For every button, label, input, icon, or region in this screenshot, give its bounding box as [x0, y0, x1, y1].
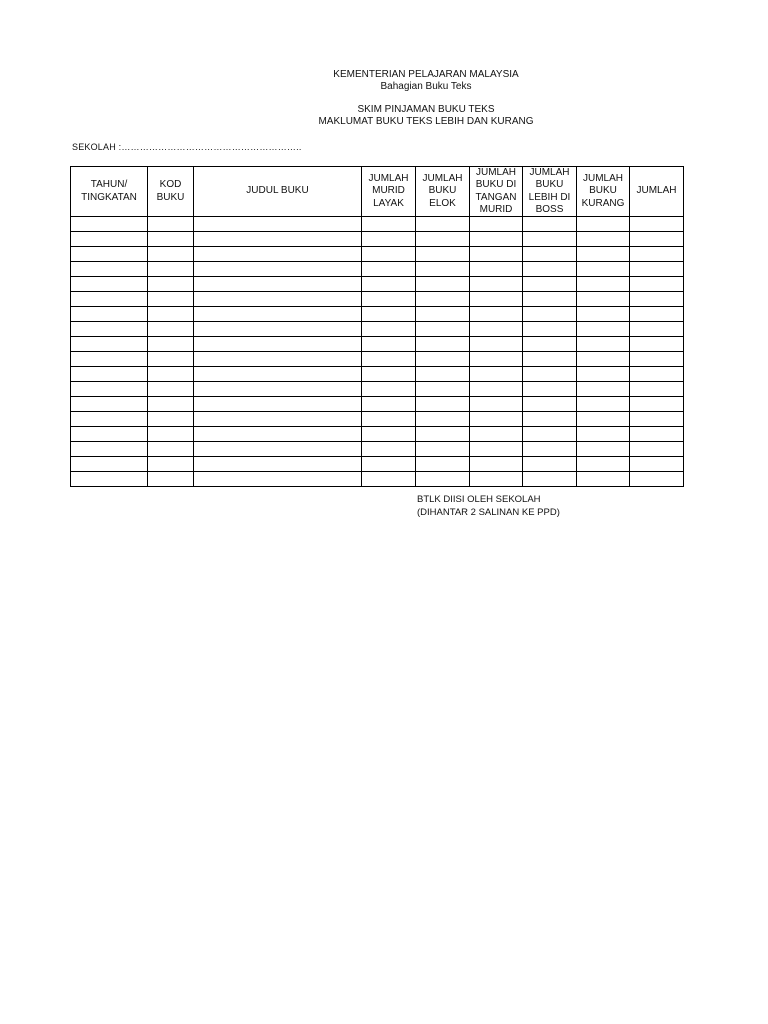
table-row: [71, 262, 684, 277]
table-cell: [470, 442, 523, 457]
table-row: [71, 217, 684, 232]
table-cell: [148, 337, 194, 352]
table-cell: [194, 232, 362, 247]
table-cell: [577, 397, 630, 412]
table-cell: [630, 382, 684, 397]
table-cell: [194, 367, 362, 382]
table-cell: [148, 427, 194, 442]
table-cell: [148, 217, 194, 232]
table-cell: [470, 337, 523, 352]
table-cell: [362, 307, 416, 322]
table-cell: [148, 232, 194, 247]
table-cell: [416, 247, 470, 262]
table-cell: [194, 412, 362, 427]
table-row: [71, 292, 684, 307]
form-title: MAKLUMAT BUKU TEKS LEBIH DAN KURANG: [318, 116, 534, 127]
table-cell: [523, 337, 577, 352]
table-cell: [470, 247, 523, 262]
table-cell: [362, 472, 416, 487]
table-cell: [470, 292, 523, 307]
table-cell: [416, 457, 470, 472]
table-cell: [523, 382, 577, 397]
table-cell: [470, 427, 523, 442]
table-cell: [71, 427, 148, 442]
table-cell: [577, 292, 630, 307]
table-cell: [71, 307, 148, 322]
table-cell: [416, 232, 470, 247]
table-cell: [630, 292, 684, 307]
table-cell: [470, 397, 523, 412]
table-cell: [148, 412, 194, 427]
table-cell: [194, 307, 362, 322]
table-cell: [416, 262, 470, 277]
table-cell: [577, 247, 630, 262]
table-cell: [71, 442, 148, 457]
table-row: [71, 307, 684, 322]
table-cell: [630, 262, 684, 277]
table-cell: [470, 277, 523, 292]
table-cell: [71, 352, 148, 367]
table-cell: [148, 247, 194, 262]
table-cell: [577, 307, 630, 322]
table-cell: [148, 277, 194, 292]
table-cell: [194, 292, 362, 307]
table-cell: [470, 382, 523, 397]
table-cell: [416, 292, 470, 307]
table-cell: [523, 247, 577, 262]
table-cell: [630, 247, 684, 262]
table-cell: [194, 427, 362, 442]
table-cell: [194, 277, 362, 292]
table-cell: [71, 292, 148, 307]
table-cell: [194, 457, 362, 472]
table-cell: [630, 412, 684, 427]
table-row: [71, 322, 684, 337]
table-cell: [470, 307, 523, 322]
table-cell: [148, 367, 194, 382]
column-header-tahun-tingkatan: TAHUN/ TINGKATAN: [71, 167, 148, 217]
table-cell: [523, 262, 577, 277]
table-cell: [577, 322, 630, 337]
table-cell: [148, 322, 194, 337]
table-cell: [362, 397, 416, 412]
table-row: [71, 412, 684, 427]
table-cell: [577, 217, 630, 232]
table-cell: [71, 217, 148, 232]
table-cell: [416, 217, 470, 232]
table-cell: [194, 352, 362, 367]
table-cell: [523, 457, 577, 472]
table-cell: [630, 397, 684, 412]
column-header-jumlah-buku-lebih-di-boss: JUMLAH BUKU LEBIH DI BOSS: [523, 167, 577, 217]
table-cell: [577, 232, 630, 247]
table-cell: [71, 412, 148, 427]
table-cell: [362, 277, 416, 292]
table-row: [71, 367, 684, 382]
table-cell: [577, 412, 630, 427]
table-cell: [523, 307, 577, 322]
table-cell: [416, 337, 470, 352]
table-cell: [523, 277, 577, 292]
table-cell: [470, 367, 523, 382]
column-header-jumlah-buku-elok: JUMLAH BUKU ELOK: [416, 167, 470, 217]
table-cell: [577, 382, 630, 397]
table-cell: [194, 322, 362, 337]
table-cell: [194, 247, 362, 262]
table-cell: [470, 262, 523, 277]
table-cell: [148, 292, 194, 307]
table-cell: [71, 232, 148, 247]
table-row: [71, 352, 684, 367]
table-cell: [523, 442, 577, 457]
column-header-jumlah-buku-kurang: JUMLAH BUKU KURANG: [577, 167, 630, 217]
table-cell: [630, 442, 684, 457]
table-cell: [577, 367, 630, 382]
table-row: [71, 397, 684, 412]
table-cell: [362, 352, 416, 367]
table-cell: [194, 442, 362, 457]
table-cell: [362, 232, 416, 247]
table-cell: [416, 352, 470, 367]
table-cell: [362, 442, 416, 457]
table-cell: [71, 337, 148, 352]
table-cell: [630, 277, 684, 292]
table-row: [71, 247, 684, 262]
table-cell: [630, 457, 684, 472]
ministry-title: KEMENTERIAN PELAJARAN MALAYSIA: [333, 69, 519, 80]
table-cell: [148, 397, 194, 412]
table-cell: [194, 382, 362, 397]
table-cell: [362, 292, 416, 307]
table-cell: [416, 472, 470, 487]
table-cell: [416, 307, 470, 322]
table-cell: [148, 472, 194, 487]
table-row: [71, 277, 684, 292]
table-cell: [630, 232, 684, 247]
table-cell: [148, 352, 194, 367]
table-cell: [577, 442, 630, 457]
table-cell: [416, 442, 470, 457]
column-header-jumlah-buku-di-tangan-murid: JUMLAH BUKU DI TANGAN MURID: [470, 167, 523, 217]
column-header-jumlah: JUMLAH: [630, 167, 684, 217]
table-cell: [577, 262, 630, 277]
table-cell: [630, 322, 684, 337]
table-cell: [362, 427, 416, 442]
table-cell: [577, 277, 630, 292]
table-cell: [577, 337, 630, 352]
table-cell: [416, 427, 470, 442]
table-cell: [470, 472, 523, 487]
table-cell: [362, 337, 416, 352]
table-cell: [416, 412, 470, 427]
table-cell: [416, 277, 470, 292]
table-cell: [577, 352, 630, 367]
table-cell: [71, 367, 148, 382]
table-cell: [630, 352, 684, 367]
table-cell: [523, 367, 577, 382]
table-cell: [523, 322, 577, 337]
table-cell: [416, 322, 470, 337]
table-cell: [630, 367, 684, 382]
table-cell: [523, 232, 577, 247]
table-row: [71, 472, 684, 487]
table-cell: [362, 367, 416, 382]
table-cell: [470, 217, 523, 232]
table-cell: [630, 427, 684, 442]
table-cell: [416, 367, 470, 382]
table-cell: [71, 247, 148, 262]
table-cell: [194, 397, 362, 412]
table-row: [71, 337, 684, 352]
table-cell: [577, 472, 630, 487]
table-cell: [148, 307, 194, 322]
table-cell: [523, 472, 577, 487]
column-header-kod-buku: KOD BUKU: [148, 167, 194, 217]
table-body: [71, 217, 684, 487]
table-cell: [470, 457, 523, 472]
column-header-judul-buku: JUDUL BUKU: [194, 167, 362, 217]
table-cell: [362, 262, 416, 277]
document-header: [0, 69, 768, 128]
table-cell: [577, 427, 630, 442]
table-row: [71, 457, 684, 472]
table-cell: [148, 262, 194, 277]
table-cell: [194, 262, 362, 277]
table-cell: [362, 322, 416, 337]
table-header-row: [71, 167, 684, 217]
table-cell: [362, 382, 416, 397]
table-cell: [71, 457, 148, 472]
table-cell: [577, 457, 630, 472]
table-cell: [71, 277, 148, 292]
table-cell: [630, 307, 684, 322]
table-cell: [71, 397, 148, 412]
table-cell: [523, 292, 577, 307]
table-row: [71, 427, 684, 442]
table-cell: [148, 442, 194, 457]
table-cell: [630, 337, 684, 352]
table-cell: [630, 472, 684, 487]
table-cell: [148, 457, 194, 472]
column-header-jumlah-murid-layak: JUMLAH MURID LAYAK: [362, 167, 416, 217]
table-cell: [523, 427, 577, 442]
table-cell: [194, 472, 362, 487]
table-cell: [523, 217, 577, 232]
table-cell: [194, 337, 362, 352]
table-cell: [470, 412, 523, 427]
table-cell: [71, 472, 148, 487]
table-cell: [416, 382, 470, 397]
table-cell: [71, 322, 148, 337]
table-cell: [362, 217, 416, 232]
table-cell: [470, 352, 523, 367]
table-cell: [523, 397, 577, 412]
table-cell: [470, 322, 523, 337]
school-name-field: SEKOLAH :…………………………………………………..: [72, 142, 302, 152]
table-cell: [148, 382, 194, 397]
table-cell: [71, 382, 148, 397]
footer-note: [417, 494, 560, 519]
footer-line-1: BTLK DIISI OLEH SEKOLAH: [417, 494, 541, 505]
footer-line-2: (DIHANTAR 2 SALINAN KE PPD): [417, 506, 560, 518]
table-cell: [362, 457, 416, 472]
table-cell: [523, 412, 577, 427]
table-row: [71, 442, 684, 457]
table-cell: [362, 247, 416, 262]
table-cell: [194, 217, 362, 232]
table-cell: [630, 217, 684, 232]
table-cell: [470, 232, 523, 247]
table-cell: [71, 262, 148, 277]
table-cell: [362, 412, 416, 427]
scheme-title: SKIM PINJAMAN BUKU TEKS: [357, 104, 495, 115]
division-name: Bahagian Buku Teks: [380, 81, 472, 92]
table-row: [71, 232, 684, 247]
table-cell: [416, 397, 470, 412]
book-data-table: [70, 166, 684, 487]
table-row: [71, 382, 684, 397]
table-cell: [523, 352, 577, 367]
